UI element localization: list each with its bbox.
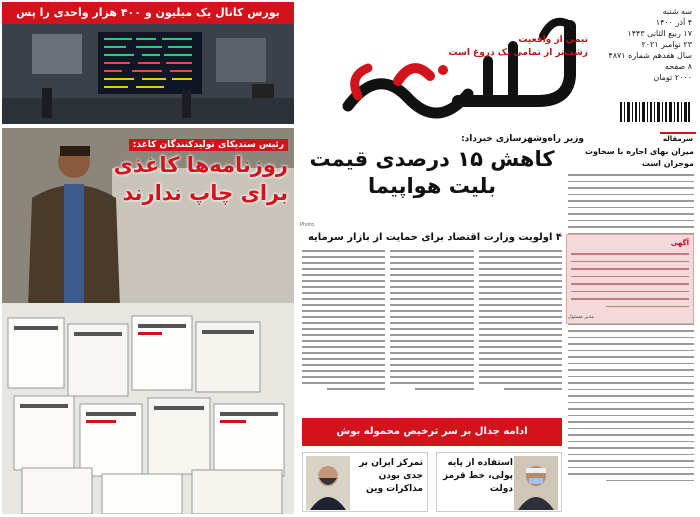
photo-title-line-1: روزنامه‌ها کاغذی [113,153,288,177]
portrait-image [306,456,350,510]
issue-price: ۲۰۰۰ تومان [653,73,692,82]
issue-pages: ۸ صفحه [664,62,692,71]
photo-title-line-2: برای چاپ ندارند [122,181,288,205]
main-story-headline[interactable] [302,146,562,200]
body-column-3 [479,250,562,412]
issue-number: سال هفدهم شماره ۴۸۷۱ [608,51,692,60]
body-column-1 [302,250,385,412]
main-story-subheadline[interactable]: ۴ اولویت وزارت اقتصاد برای حمایت از بازار سرمایه [307,232,562,243]
photo-headline-title [78,151,288,207]
issue-date-gregorian: ۲۳ نوامبر ۲۰۲۱ [641,40,692,49]
issue-date-solar: ۴ آذر ۱۴۰۰ [655,18,692,27]
trading-board-image [2,24,294,124]
issue-weekday: سه شنبه [662,7,692,16]
main-story-body [302,250,562,412]
editorial-column [566,132,696,514]
newspaper-logo [338,6,588,121]
story-box-title: تمرکز ایران بر جدی بودن مذاکرات وین [359,458,423,494]
slogan [418,34,588,60]
logo-artwork [338,6,588,121]
issue-date-lunar: ۱۷ ربیع الثانی ۱۴۴۳ [627,29,692,38]
slogan-line-2: زشت‌تر از تمامی یک دروغ است [448,48,588,58]
advertisement-box[interactable] [566,234,694,324]
editorial-title[interactable]: میزان بهای اجاره با سخاوت موجران است [584,147,694,168]
newspaper-paper-headline[interactable] [78,132,288,207]
photo-credit: Photo [300,222,315,228]
editorial-author: مدیر مسئول [568,314,594,320]
red-banner-headline[interactable]: ادامه جدال بر سر ترخیص محموله بوش [302,418,562,446]
story-box-monetary-base[interactable] [436,452,562,512]
official-portrait-photo [514,456,558,510]
stock-market-photo [2,2,294,124]
advertisement-title: آگهی [670,239,689,247]
main-title-line-2: بلیت هواپیما [368,174,496,198]
story-box-vienna-talks[interactable] [302,452,428,512]
spokesman-portrait-photo [306,456,350,510]
newsstand-photo [2,128,294,514]
slogan-line-1: تیمی از واقعیت [518,35,588,45]
main-title-line-1: کاهش ۱۵ درصدی قیمت [309,147,555,171]
photo-headline-kicker: رئیس سندیکای تولیدکنندگان کاغذ: [129,139,288,151]
story-box-title: استفاده از پایه پولی، خط قرمز دولت [443,458,513,494]
advertisement-body [571,253,689,313]
editorial-body [568,174,694,514]
issue-info [600,6,692,83]
stock-market-headline[interactable]: بورس کانال یک میلیون و ۴۰۰ هزار واحدی را پس [2,2,294,24]
barcode-icon [620,102,690,122]
portrait-image [514,456,558,510]
body-column-2 [390,250,473,412]
main-story-kicker: وزیر راه‌وشهرسازی خبرداد: [461,134,584,144]
editorial-tag: سرمقاله [660,132,696,144]
masthead [298,0,700,130]
